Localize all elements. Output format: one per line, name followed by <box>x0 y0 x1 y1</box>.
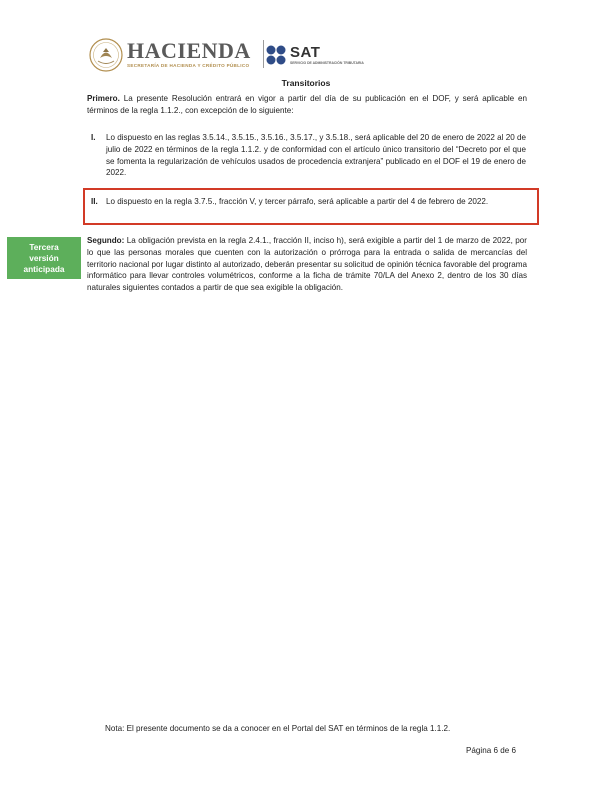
footer-note: Nota: El presente documento se da a conocer en el Portal del SAT en términos de la regla 1.1.2. <box>105 724 451 733</box>
page-number: Página 6 de 6 <box>466 746 516 755</box>
hacienda-wordmark: HACIENDA <box>127 38 251 63</box>
primero-text: La presente Resolución entrará en vigor a partir del día de su publicación en el DOF, y será aplicable en términos de la regla 1.1.2., con excepción de lo siguiente: <box>87 94 527 115</box>
primero-label: Primero. <box>87 94 120 103</box>
segundo-paragraph <box>87 235 527 294</box>
item-i-text: Lo dispuesto en las reglas 3.5.14., 3.5.15., 3.5.16., 3.5.17., y 3.5.18., será aplicable del 20 de enero de 2022 al 20 de julio de 2022 en términos de la regla 1.1.2. y de conformidad con el artículo único transitorio del “Decreto por el que se fomenta la regularización de vehículos usados de procedencia extranjera” publicado en el DOF el 19 de enero de 2022. <box>106 133 526 178</box>
version-badge-line2: versión <box>29 253 59 264</box>
primero-paragraph <box>87 93 527 117</box>
mexico-coat-of-arms-icon <box>89 38 123 72</box>
version-badge <box>7 237 81 279</box>
hacienda-subtitle: SECRETARÍA DE HACIENDA Y CRÉDITO PÚBLICO <box>127 63 250 68</box>
item-i-numeral: I. <box>91 133 96 142</box>
segundo-text: La obligación prevista en la regla 2.4.1., fracción II, inciso h), será exigible a partir del 1 de marzo de 2022, por lo que las personas morales que cuenten con la autorización o prórroga para la entrada o salida de mercancías del territorio nacional por lugar distinto al autorizado, deberán presentar su solicitud de opinión técnica favorable del programa informático para llevar controles volumétricos, conforme a la ficha de trámite 70/LA del Anexo 2, dentro de los 30 días naturales siguientes contados a partir de que sea exigible la obligación. <box>87 236 527 293</box>
section-title: Transitorios <box>281 78 331 88</box>
sat-subtitle: SERVICIO DE ADMINISTRACIÓN TRIBUTARIA <box>290 61 364 65</box>
version-badge-line1: Tercera <box>29 242 59 253</box>
sat-dots-logo-icon <box>265 44 287 66</box>
item-ii-text: Lo dispuesto en la regla 3.7.5., fracción V, y tercer párrafo, será aplicable a partir del 4 de febrero de 2022. <box>106 197 489 206</box>
sat-wordmark: SAT <box>290 44 321 61</box>
segundo-label: Segundo: <box>87 236 125 245</box>
item-ii-numeral: II. <box>91 197 98 206</box>
header-divider <box>263 40 264 68</box>
document-header <box>89 38 389 74</box>
version-badge-line3: anticipada <box>23 263 65 274</box>
